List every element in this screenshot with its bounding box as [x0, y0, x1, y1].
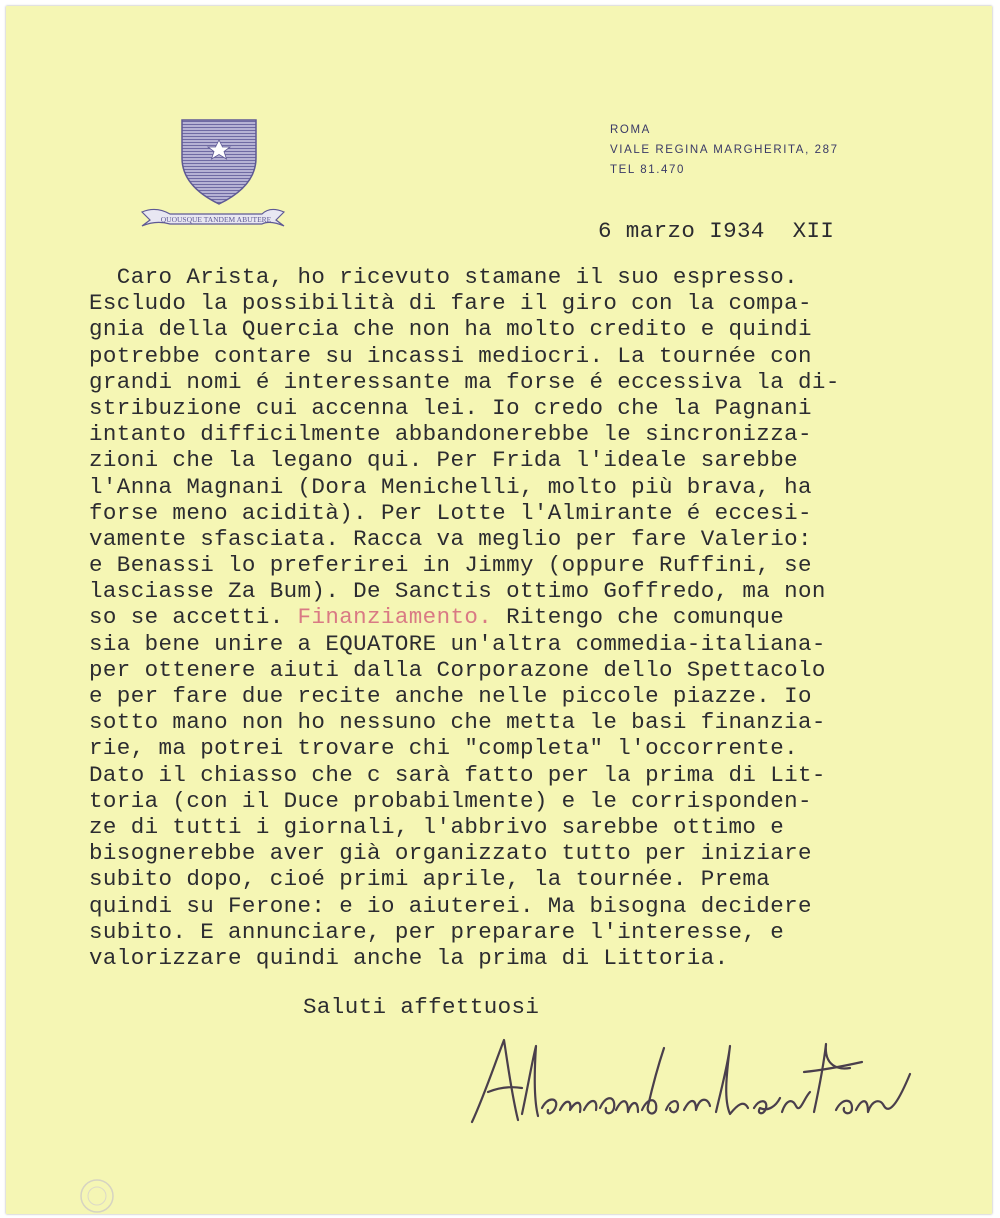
letterhead-phone: TEL 81.470 — [610, 164, 686, 176]
letterhead-city: ROMA — [610, 124, 651, 136]
crest-shield-icon — [136, 114, 288, 234]
body-line: sia bene unire a EQUATORE un'altra commedia-italiana- — [89, 630, 826, 657]
body-line: stribuzione cui accenna lei. Io credo che la Pagnani — [89, 394, 812, 421]
body-line: quindi su Ferone: e io aiuterei. Ma bisogna decidere — [89, 892, 812, 919]
body-line: Escludo la possibilità di fare il giro con la compa- — [89, 290, 812, 317]
body-line: e per fare due recite anche nelle piccole piazze. Io — [89, 683, 812, 709]
body-line: forse meno acidità). Per Lotte l'Almirante é eccesi- — [89, 499, 812, 526]
body-line: potrebbe contare su incassi mediocri. La tournée con — [89, 342, 812, 369]
body-line: l'Anna Magnani (Dora Menichelli, molto più brava, ha — [89, 473, 812, 500]
red-heading-finanziamento: Finanziamento. — [297, 604, 493, 631]
handwritten-signature — [464, 1026, 924, 1136]
body-line: vamente sfasciata. Racca va meglio per fare Valerio: — [89, 525, 812, 552]
body-line: gnia della Quercia che non ha molto credito e quindi — [89, 316, 812, 343]
body-line: per ottenere aiuti dalla Corporazone dello Spettacolo — [89, 656, 826, 683]
body-line: bisognerebbe aver già organizzato tutto per iniziare — [89, 840, 812, 867]
body-line: valorizzare quindi anche la prima di Littoria. — [89, 944, 729, 971]
letter-page — [6, 6, 992, 1214]
body-line: lasciasse Za Bum). De Sanctis ottimo Goffredo, ma non — [89, 578, 826, 605]
closing-salutation: Saluti affettuosi — [303, 994, 540, 1020]
body-line: Dato il chiasso che c sarà fatto per la prima di Lit- — [89, 761, 826, 788]
body-line-part: Ritengo che comunque — [492, 604, 785, 631]
body-line: subito. E annunciare, per preparare l'interesse, e — [89, 918, 785, 945]
letterhead-address: VIALE REGINA MARGHERITA, 287 — [610, 144, 839, 156]
body-line: intanto difficilmente abbandonerebbe le sincronizza- — [89, 421, 812, 448]
body-line: Caro Arista, ho ricevuto stamane il suo espresso. — [89, 264, 799, 290]
letterhead — [610, 120, 839, 180]
body-line-part: so se accetti. — [89, 604, 298, 631]
body-line: toria (con il Duce probabilmente) e le corrisponden- — [89, 787, 812, 814]
crest-motto: QUOUSQUE TANDEM ABUTERE — [160, 215, 272, 224]
body-line-mixed — [89, 604, 989, 630]
body-line: ze di tutti i giornali, l'abbrivo sarebbe ottimo e — [89, 813, 785, 840]
body-line: grandi nomi é interessante ma forse é eccessiva la di- — [89, 368, 840, 395]
body-line: subito dopo, cioé primi aprile, la tournée. Prema — [89, 866, 771, 893]
letter-date: 6 marzo I934 XII — [598, 218, 835, 244]
body-line: rie, ma potrei trovare chi "completa" l'occorrente. — [89, 735, 799, 762]
body-line: e Benassi lo preferirei in Jimmy (oppure Ruffini, se — [89, 552, 812, 579]
body-line: sotto mano non ho nessuno che metta le basi finanzia- — [89, 709, 826, 736]
body-line: zioni che la legano qui. Per Frida l'ideale sarebbe — [89, 447, 799, 474]
archive-stamp-icon — [76, 1176, 118, 1216]
letter-body — [89, 264, 989, 971]
